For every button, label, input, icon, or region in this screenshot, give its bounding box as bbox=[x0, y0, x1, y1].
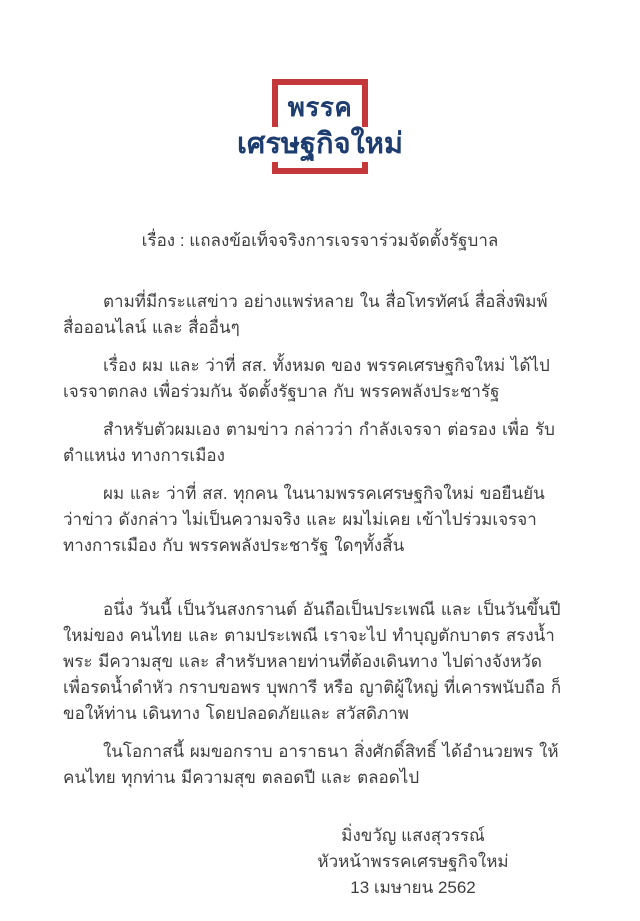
body-paragraph: เรื่อง ผม และ ว่าที่ สส. ทั้งหมด ของ พรรคเศรษฐกิจใหม่ ได้ไปเจรจาตกลง เพื่อร่วมกัน จัดตั้งรัฐบาล กับ พรรคพลังประชารัฐ bbox=[63, 356, 550, 401]
party-logo bbox=[237, 79, 403, 174]
body-paragraph: ตามที่มีกระแสข่าว อย่างแพร่หลาย ใน สื่อโทรทัศน์ สื่อสิ่งพิมพ์ สื่อออนไลน์ และ สื่ออื่นๆ bbox=[63, 292, 548, 337]
signature-name: มิ่งขวัญ แสงสุวรรณ์ bbox=[341, 826, 485, 845]
body-paragraph: ในโอกาสนี้ ผมขอกราบ อาราธนา สิ่งศักดิ์สิทธิ์ ได้อำนวยพร ให้คนไทย ทุกท่าน มีความสุข ตลอดปี และ ตลอดไป bbox=[63, 742, 559, 787]
signature-block bbox=[313, 823, 513, 901]
body-paragraph: ผม และ ว่าที่ สส. ทุกคน ในนามพรรคเศรษฐกิจใหม่ ขอยืนยัน ว่าข่าว ดังกล่าว ไม่เป็นความจริง และ ผมไม่เคย เข้าไปร่วมเจรจา ทางการเมือง กับ พรรคพลังประชารัฐ ใดๆทั้งสิ้น bbox=[63, 484, 545, 555]
body-paragraph: อนึ่ง วันนี้ เป็นวันสงกรานต์ อันถือเป็นประเพณี และ เป็นวันขึ้นปีใหม่ของ คนไทย และ ตามประเพณี เราจะไป ทำบุญตักบาตร สรงน้ำพระ มีความสุข และ สำหรับหลายท่านที่ต้องเดินทาง ไปต่างจังหวัด เพื่อรดน้ำดำหัว กราบขอพร บุพการี หรือ ญาติผู้ใหญ่ ที่เคารพนับถือ ก็ขอให้ท่าน เดินทาง โดยปลอดภัยและ สวัสดิภาพ bbox=[63, 600, 562, 723]
body-paragraph: สำหรับตัวผมเอง ตามข่าว กล่าวว่า กำลังเจรจา ต่อรอง เพื่อ รับตำแหน่ง ทางการเมือง bbox=[63, 420, 555, 465]
signature-title: หัวหน้าพรรคเศรษฐกิจใหม่ bbox=[317, 852, 509, 871]
signature-date: 13 เมษายน 2562 bbox=[350, 878, 476, 897]
party-logo-text-bottom: เศรษฐกิจใหม่ bbox=[233, 127, 407, 162]
subject-line: เรื่อง : แถลงข้อเท็จจริงการเจรจาร่วมจัดตั้งรัฐบาล bbox=[141, 231, 499, 250]
party-logo-text-top: พรรค bbox=[287, 92, 353, 122]
letter-body bbox=[63, 289, 569, 901]
